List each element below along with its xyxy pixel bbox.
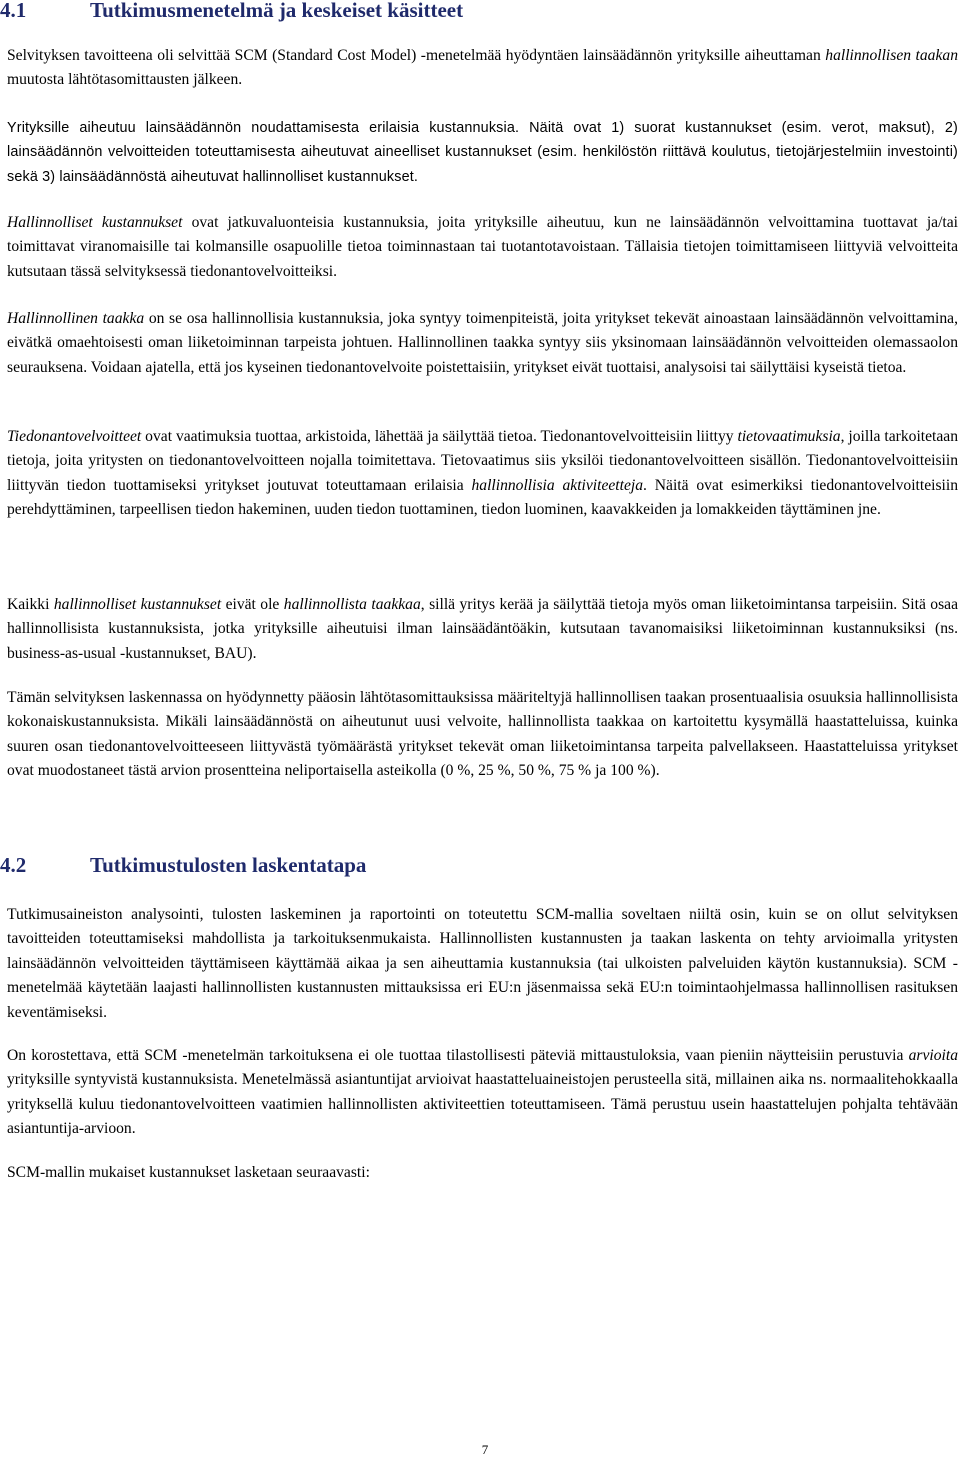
section-number: 4.1 <box>0 0 27 22</box>
paragraph-analysis: Tutkimusaineiston analysointi, tulosten laskeminen ja raportointi on toteutettu SCM-mallia soveltaen niiltä osin, kuin se on ollut selvityksen tavoitteiden toteuttamiseksi mahdollista ja tarkoituksenmukaista. Hallinnollisten kustannusten ja taakan laskenta on tehty arvioimalla yritysten lainsäädännön velvoitteiden täyttämiseen käyttämää aikaa ja sen aiheuttamia kustannuksia (tai ulkoisten palveluiden käytön kustannuksia). SCM -menetelmää käytetään laajasti hallinnollisten kustannusten mittauksissa eri EU:n jäsenmaissa sekä EU:n toimintaohjelmassa hallinnollisen rasituksen keventämiseksi. <box>7 906 958 1021</box>
paragraph-administrative-costs: Hallinnolliset kustannukset ovat jatkuvaluonteisia kustannuksia, joita yrityksille aiheutuu, kun ne lainsäädännön velvoittamina tuottavat ja/tai toimittavat viranomaisille tai kolmansille osapuolille tietoa toiminnastaan tai tuotantotavoistaan. Tällaisia tietojen toimittamiseen liittyviä velvoitteita kutsutaan tässä selvityksessä tiedonantovelvoitteiksi. <box>7 214 958 280</box>
section-title: Tutkimustulosten laskentatapa <box>90 853 367 877</box>
paragraph-calculation-basis: Tämän selvityksen laskennassa on hyödynnetty pääosin lähtötasomittauksissa määriteltyjä hallinnollisen taakan prosentuaalisia osuuksia hallinnollisista kokonaiskustannuksista. Mikäli lainsäädännöstä on aiheutunut uusi velvoite, hallinnollista taakkaa on kartoitettu kysymällä haastatteluissa, kuinka suuren osan tiedonantovelvoitteeseen liittyvästä työmäärästä yritykset tekevät oman liiketoimintansa tarpeita palvellakseen. Haastatteluissa yritykset ovat muodostaneet tästä arvion prosentteina neliportaisella asteikolla (0 %, 25 %, 50 %, 75 % ja 100 %). <box>7 689 958 780</box>
section-title: Tutkimusmenetelmä ja keskeiset käsitteet <box>90 0 464 22</box>
section-heading-4-2 <box>0 853 366 878</box>
page-number: 7 <box>481 1442 489 1457</box>
paragraph-administrative-burden: Hallinnollinen taakka on se osa hallinnollisia kustannuksia, joka syntyy toimenpiteistä, joita yritykset tekevät ainoastaan lainsäädännön velvoittamina, eivätkä omaehtoisesti oman liiketoiminnan tarpeista johtuen. Hallinnollinen taakka syntyy siis yksinomaan lainsäädännön velvoitteiden olemassaolon seurauksena. Voidaan ajatella, että jos kyseinen tiedonantovelvoite poistettaisiin, yritykset eivät tuottaisi, analysoisi tai säilyttäisi kyseistä tietoa. <box>7 310 958 376</box>
paragraph-estimates: On korostettava, että SCM -menetelmän tarkoituksena ei ole tuottaa tilastollisesti päteviä mittaustuloksia, vaan pieniin näytteisiin perustuvia arvioita yrityksille syntyvistä kustannuksista. Menetelmässä asiantuntijat arvioivat haastatteluaineistojen perusteella sitä, millainen aika ns. normaalitehokkaalla yrityksellä kuluu tiedonantovelvoitteen vaatimien hallinnollisten aktiviteettien toteuttamiseen. Tämä perustuu usein haastattelujen pohjalta tehtävään asiantuntija-arvioon. <box>7 1047 958 1138</box>
paragraph-costs: Yrityksille aiheutuu lainsäädännön noudattamisesta erilaisia kustannuksia. Näitä ovat 1) suorat kustannukset (esim. verot, maksut), 2) lainsäädännön velvoitteiden toteuttamisesta aiheutuvat aineelliset kustannukset (esim. henkilöstön riittävä koulutus, tietojärjestelmiin investointi) sekä 3) lainsäädännöstä aiheutuvat hallinnolliset kustannukset. <box>7 120 958 185</box>
paragraph-business-as-usual: Kaikki hallinnolliset kustannukset eivät ole hallinnollista taakkaa, sillä yritys kerää ja säilyttää tietoja myös oman liiketoimintansa tarpeisiin. Sitä osaa hallinnollisista kustannuksista, jotka yrityksille aiheutuisi ilman lainsäädäntöäkin, kutsutaan tavanomaisiksi liiketoiminnan kustannuksiksi (ns. business-as-usual -kustannukset, BAU). <box>7 596 958 662</box>
section-number: 4.2 <box>0 853 27 877</box>
paragraph-information-obligations: Tiedonantovelvoitteet ovat vaatimuksia tuottaa, arkistoida, lähettää ja säilyttää tietoa. Tiedonantovelvoitteisiin liittyy tietovaatimuksia, joilla tarkoitetaan tietoja, joita yritysten on tiedonantovelvoitteen nojalla toimitettava. Tietovaatimus siis yksilöi tiedonantovelvoitteen sisällön. Tiedonantovelvoitteisiin liittyvän tiedon tuottamiseksi yritykset joutuvat toteuttamaan erilaisia hallinnollisia aktiviteetteja. Näitä ovat esimerkiksi tiedonantovelvoitteisiin perehdyttäminen, tarpeellisen tiedon hakeminen, uuden tiedon tuottaminen, tiedon luominen, kaavakkeiden ja lomakkeiden täyttäminen jne. <box>7 428 959 519</box>
section-heading-4-1 <box>0 0 463 23</box>
paragraph-intro: Selvityksen tavoitteena oli selvittää SCM (Standard Cost Model) -menetelmää hyödyntäen lainsäädännön yrityksille aiheuttaman hallinnollisen taakan muutosta lähtötasomittausten jälkeen. <box>7 47 958 89</box>
paragraph-scm-formula-intro: SCM-mallin mukaiset kustannukset lasketaan seuraavasti: <box>7 1164 370 1181</box>
